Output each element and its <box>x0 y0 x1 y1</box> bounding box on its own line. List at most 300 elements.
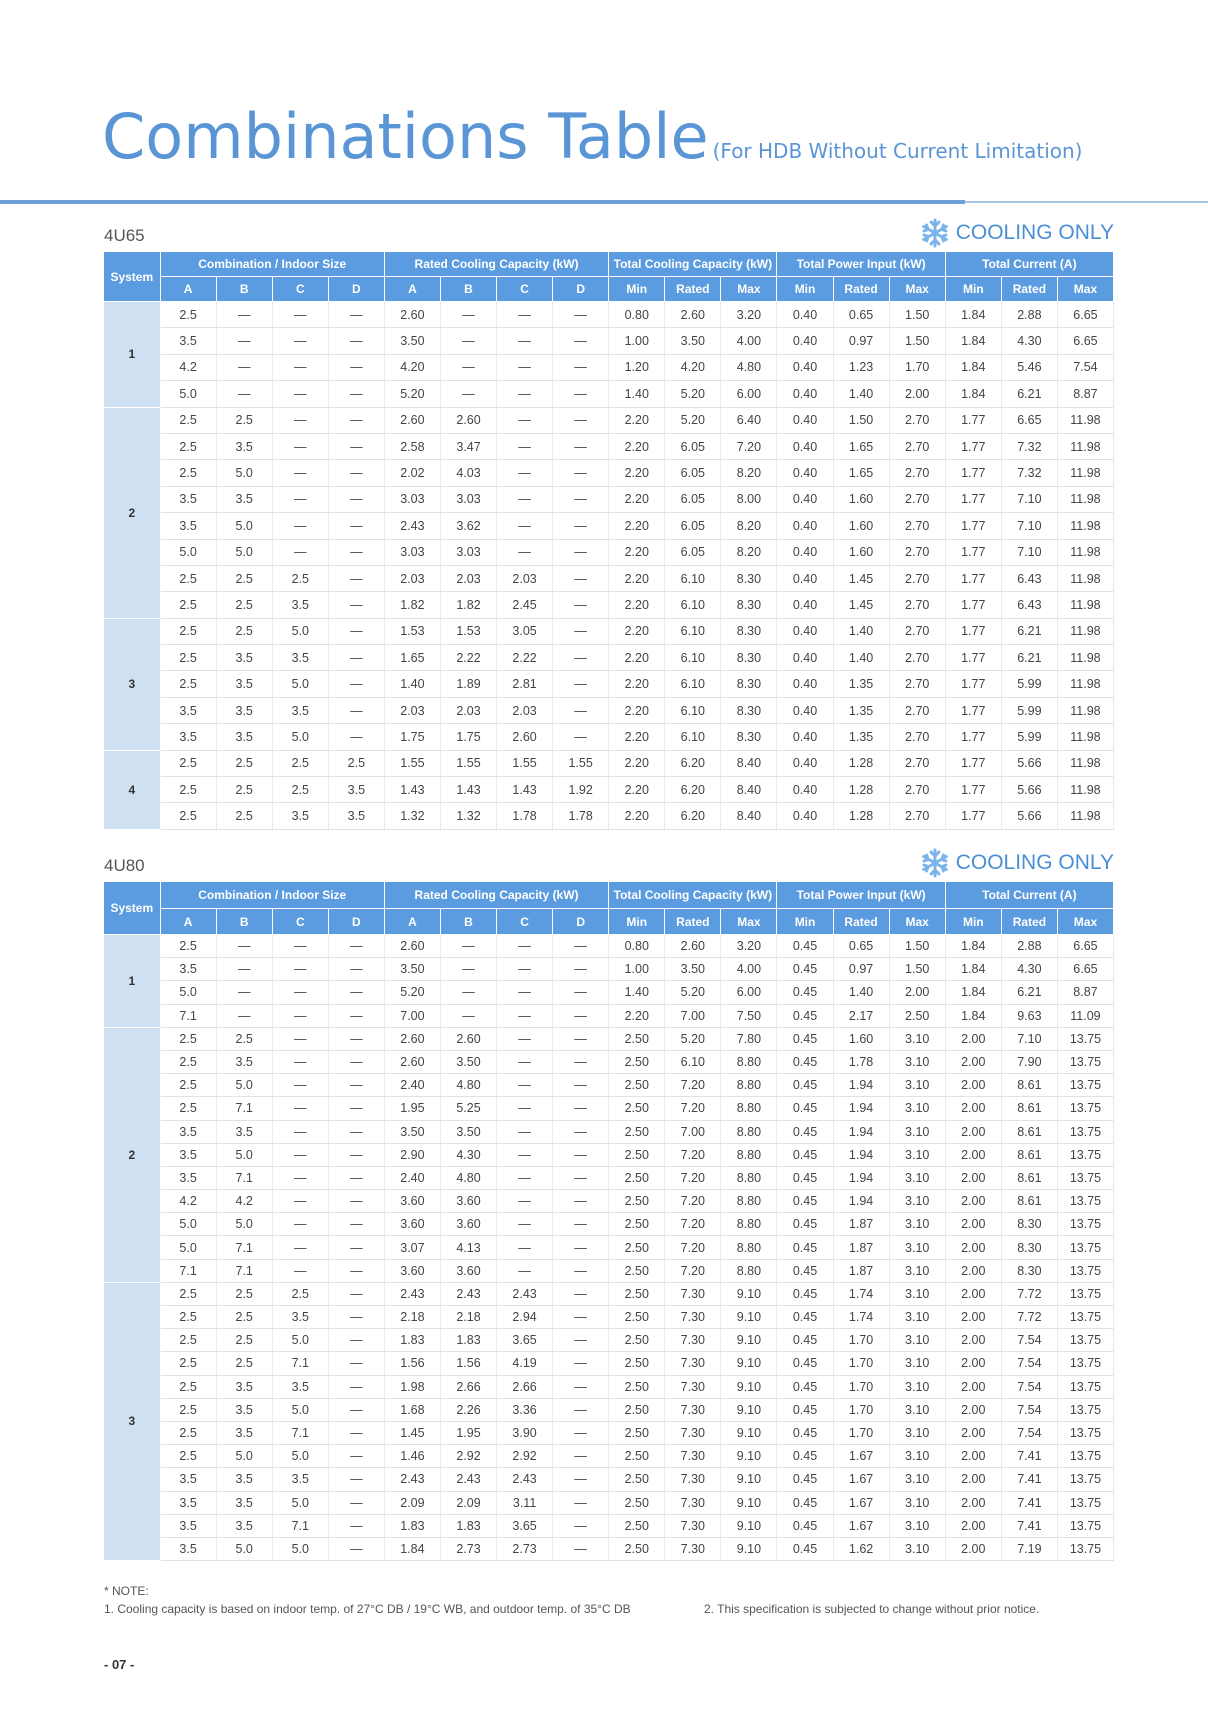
table-cell: 3.5 <box>160 513 216 539</box>
table-cell: 0.45 <box>777 1282 833 1305</box>
table-cell: 2.50 <box>609 1306 665 1329</box>
table-cell: — <box>328 354 384 380</box>
table-cell: 3.10 <box>889 1050 945 1073</box>
table-cell: 8.80 <box>721 1190 777 1213</box>
system-label: 2 <box>104 407 160 618</box>
table-cell: 2.5 <box>160 565 216 591</box>
table-cell: 7.41 <box>1001 1491 1057 1514</box>
table-row <box>104 671 1114 697</box>
table-cell: 3.10 <box>889 1306 945 1329</box>
table-cell: — <box>328 1421 384 1444</box>
system-label: 3 <box>104 618 160 750</box>
table-cell: 6.65 <box>1057 958 1113 981</box>
table-cell: 2.50 <box>609 1491 665 1514</box>
table-cell: 3.10 <box>889 1190 945 1213</box>
table-cell: 6.05 <box>665 486 721 512</box>
table-cell: — <box>553 618 609 644</box>
table-cell: 1.84 <box>945 958 1001 981</box>
notes <box>104 1582 1040 1618</box>
table-cell: 0.40 <box>777 302 833 328</box>
table-cell: — <box>497 302 553 328</box>
table-cell: — <box>553 1120 609 1143</box>
table-cell: 3.5 <box>160 1468 216 1491</box>
table-cell: — <box>272 1236 328 1259</box>
table-row <box>104 1445 1114 1468</box>
table-cell: 4.80 <box>721 354 777 380</box>
table-cell: 13.75 <box>1057 1468 1113 1491</box>
table-cell: 3.20 <box>721 935 777 958</box>
table-cell: 2.00 <box>945 1074 1001 1097</box>
table-cell: 6.00 <box>721 981 777 1004</box>
table-cell: — <box>497 354 553 380</box>
table-cell: 5.99 <box>1001 697 1057 723</box>
table-cell: 5.0 <box>160 381 216 407</box>
table-cell: — <box>328 565 384 591</box>
table-cell: 7.19 <box>1001 1537 1057 1560</box>
table-cell: 6.00 <box>721 381 777 407</box>
table-cell: 11.98 <box>1057 724 1113 750</box>
table-cell: 0.45 <box>777 1445 833 1468</box>
table-cell: 13.75 <box>1057 1097 1113 1120</box>
table-cell: 6.21 <box>1001 381 1057 407</box>
table-cell: 1.35 <box>833 724 889 750</box>
table-row <box>104 1282 1114 1305</box>
table-cell: 9.10 <box>721 1375 777 1398</box>
table-cell: 5.66 <box>1001 750 1057 776</box>
table-cell: 7.20 <box>665 1213 721 1236</box>
table-row <box>104 592 1114 618</box>
table-cell: — <box>553 1398 609 1421</box>
table-cell: — <box>553 407 609 433</box>
table-cell: 0.45 <box>777 1259 833 1282</box>
table-cell: — <box>553 1282 609 1305</box>
table-cell: — <box>497 486 553 512</box>
table-cell: 2.50 <box>609 1213 665 1236</box>
table-cell: 3.5 <box>272 592 328 618</box>
table-cell: 5.20 <box>384 981 440 1004</box>
table-cell: 6.43 <box>1001 565 1057 591</box>
table-cell: 8.40 <box>721 777 777 803</box>
header-subcolumn: Max <box>889 909 945 935</box>
table-cell: 1.70 <box>889 354 945 380</box>
table-cell: 3.5 <box>216 1375 272 1398</box>
table-cell: 1.00 <box>609 958 665 981</box>
table-cell: 7.1 <box>216 1236 272 1259</box>
table-cell: 7.20 <box>665 1143 721 1166</box>
table-cell: 2.43 <box>384 1468 440 1491</box>
table-cell: 2.00 <box>945 1027 1001 1050</box>
table-cell: 7.41 <box>1001 1514 1057 1537</box>
table-cell: 1.77 <box>945 539 1001 565</box>
table-cell: 1.67 <box>833 1491 889 1514</box>
table-cell: 2.50 <box>609 1166 665 1189</box>
table-cell: 2.02 <box>384 460 440 486</box>
table-cell: 4.00 <box>721 328 777 354</box>
table-cell: 3.5 <box>216 1514 272 1537</box>
table-cell: — <box>328 697 384 723</box>
table-cell: 6.40 <box>721 407 777 433</box>
table-cell: 2.88 <box>1001 302 1057 328</box>
table-cell: 1.60 <box>833 513 889 539</box>
table-row <box>104 1143 1114 1166</box>
table-cell: 3.50 <box>384 328 440 354</box>
header-subcolumn: A <box>160 909 216 935</box>
table-cell: — <box>328 1375 384 1398</box>
table-cell: 3.5 <box>216 1398 272 1421</box>
table-cell: 2.70 <box>889 407 945 433</box>
table-row <box>104 407 1114 433</box>
table-cell: 9.10 <box>721 1491 777 1514</box>
header-system: System <box>104 882 160 935</box>
table-cell: 3.50 <box>440 1120 496 1143</box>
table-cell: 8.80 <box>721 1236 777 1259</box>
table-cell: 2.43 <box>440 1468 496 1491</box>
table-cell: 1.45 <box>833 565 889 591</box>
table-cell: — <box>328 958 384 981</box>
table-cell: 2.45 <box>497 592 553 618</box>
table-cell: 1.77 <box>945 433 1001 459</box>
table-cell: 13.75 <box>1057 1120 1113 1143</box>
table-cell: 2.20 <box>609 460 665 486</box>
table-cell: — <box>553 1329 609 1352</box>
table-cell: 2.03 <box>384 697 440 723</box>
table-cell: — <box>272 1213 328 1236</box>
table-cell: — <box>553 1306 609 1329</box>
table-cell: 2.50 <box>889 1004 945 1027</box>
table-cell: 8.61 <box>1001 1074 1057 1097</box>
table-cell: 2.20 <box>609 671 665 697</box>
table-cell: — <box>553 958 609 981</box>
table-cell: 3.5 <box>160 1166 216 1189</box>
table-row <box>104 1004 1114 1027</box>
table-row <box>104 302 1114 328</box>
table-cell: — <box>216 1004 272 1027</box>
table-row <box>104 1074 1114 1097</box>
cooling-only-badge <box>920 848 1114 878</box>
table-cell: 0.40 <box>777 724 833 750</box>
table-cell: 8.80 <box>721 1050 777 1073</box>
table-cell: 1.35 <box>833 671 889 697</box>
table-cell: 3.5 <box>216 671 272 697</box>
header-subcolumn: A <box>384 277 440 302</box>
table-cell: 1.68 <box>384 1398 440 1421</box>
table-row <box>104 1166 1114 1189</box>
table-cell: 3.5 <box>160 1491 216 1514</box>
table-cell: 1.20 <box>609 354 665 380</box>
table-cell: 2.00 <box>889 381 945 407</box>
table-cell: — <box>497 460 553 486</box>
table-cell: — <box>216 981 272 1004</box>
table-cell: 3.5 <box>160 1537 216 1560</box>
table-cell: — <box>328 1445 384 1468</box>
table-cell: — <box>328 724 384 750</box>
table-cell: — <box>553 1213 609 1236</box>
table-row <box>104 1213 1114 1236</box>
table-cell: — <box>272 407 328 433</box>
table-cell: 4.19 <box>497 1352 553 1375</box>
table-cell: 3.5 <box>216 1120 272 1143</box>
model-name: 4U65 <box>104 226 145 245</box>
table-cell: 8.30 <box>721 592 777 618</box>
table-cell: 2.94 <box>497 1306 553 1329</box>
table-cell: 5.0 <box>216 539 272 565</box>
table-cell: 8.20 <box>721 513 777 539</box>
table-cell: 2.20 <box>609 592 665 618</box>
table-cell: 1.84 <box>945 302 1001 328</box>
table-cell: 2.20 <box>609 565 665 591</box>
table-row <box>104 1190 1114 1213</box>
table-cell: 7.10 <box>1001 539 1057 565</box>
table-cell: 4.20 <box>384 354 440 380</box>
table-cell: 8.30 <box>1001 1213 1057 1236</box>
table-cell: 5.20 <box>665 407 721 433</box>
table-cell: 2.00 <box>945 1329 1001 1352</box>
table-cell: 2.18 <box>384 1306 440 1329</box>
table-cell: 2.20 <box>609 1004 665 1027</box>
table-cell: 2.03 <box>497 697 553 723</box>
table-cell: — <box>328 381 384 407</box>
table-cell: — <box>328 513 384 539</box>
table-cell: 1.94 <box>833 1074 889 1097</box>
table-cell: 11.98 <box>1057 513 1113 539</box>
header-subcolumn: Min <box>609 277 665 302</box>
table-cell: 8.30 <box>721 645 777 671</box>
header-subcolumn: B <box>440 277 496 302</box>
table-cell: — <box>553 1375 609 1398</box>
table-cell: — <box>497 433 553 459</box>
table-cell: 2.70 <box>889 565 945 591</box>
header-subcolumn: D <box>553 909 609 935</box>
header-subcolumn: Rated <box>1001 277 1057 302</box>
header-subcolumn: Rated <box>665 277 721 302</box>
table-cell: — <box>497 513 553 539</box>
table-cell: 3.11 <box>497 1491 553 1514</box>
table-cell: 2.70 <box>889 539 945 565</box>
table-cell: 7.20 <box>721 433 777 459</box>
table-cell: 3.5 <box>160 328 216 354</box>
table-cell: 2.50 <box>609 1514 665 1537</box>
table-cell: 1.84 <box>945 935 1001 958</box>
table-row <box>104 1375 1114 1398</box>
table-cell: 3.60 <box>384 1259 440 1282</box>
table-cell: 5.25 <box>440 1097 496 1120</box>
table-cell: 2.60 <box>665 935 721 958</box>
table-cell: 7.50 <box>721 1004 777 1027</box>
table-cell: — <box>272 1143 328 1166</box>
table-cell: 1.98 <box>384 1375 440 1398</box>
table-cell: 3.5 <box>272 803 328 829</box>
table-cell: 8.87 <box>1057 981 1113 1004</box>
table-cell: 3.5 <box>160 1143 216 1166</box>
table-cell: 2.5 <box>216 565 272 591</box>
table-cell: 8.61 <box>1001 1120 1057 1143</box>
table-row <box>104 381 1114 407</box>
table-cell: 2.00 <box>945 1143 1001 1166</box>
header-subcolumn: B <box>216 909 272 935</box>
table-cell: 7.30 <box>665 1514 721 1537</box>
table-cell: 5.99 <box>1001 724 1057 750</box>
table-row <box>104 935 1114 958</box>
table-cell: 2.92 <box>497 1445 553 1468</box>
table-cell: — <box>328 671 384 697</box>
table-cell: 3.10 <box>889 1421 945 1444</box>
table-row <box>104 1537 1114 1560</box>
table-cell: 2.00 <box>945 1421 1001 1444</box>
table-cell: 5.0 <box>272 1398 328 1421</box>
table-cell: 2.5 <box>160 1421 216 1444</box>
table-cell: 1.77 <box>945 486 1001 512</box>
system-label: 2 <box>104 1027 160 1282</box>
header-group: Total Power Input (kW) <box>777 252 945 277</box>
table-cell: 2.50 <box>609 1120 665 1143</box>
table-cell: 2.70 <box>889 618 945 644</box>
table-cell: 0.45 <box>777 958 833 981</box>
table-cell: 3.5 <box>272 697 328 723</box>
table-row <box>104 1352 1114 1375</box>
table-cell: 5.0 <box>272 1491 328 1514</box>
table-cell: 6.10 <box>665 618 721 644</box>
table-cell: 9.10 <box>721 1468 777 1491</box>
table-cell: — <box>272 1259 328 1282</box>
table-cell: 2.5 <box>216 1306 272 1329</box>
table-cell: 2.5 <box>160 1050 216 1073</box>
table-cell: 2.43 <box>497 1468 553 1491</box>
table-cell: 7.54 <box>1001 1329 1057 1352</box>
table-cell: — <box>497 1166 553 1189</box>
table-cell: 2.81 <box>497 671 553 697</box>
table-cell: 1.43 <box>440 777 496 803</box>
table-cell: 3.10 <box>889 1097 945 1120</box>
table-cell: 1.70 <box>833 1329 889 1352</box>
table-cell: 2.00 <box>945 1050 1001 1073</box>
table-cell: 4.80 <box>440 1166 496 1189</box>
table-cell: — <box>216 381 272 407</box>
header-subcolumn: Min <box>945 909 1001 935</box>
table-cell: 8.80 <box>721 1074 777 1097</box>
table-cell: — <box>272 433 328 459</box>
table-cell: — <box>328 460 384 486</box>
table-cell: 1.60 <box>833 1027 889 1050</box>
table-cell: 4.30 <box>1001 958 1057 981</box>
table-cell: 3.5 <box>216 433 272 459</box>
table-cell: 1.40 <box>833 618 889 644</box>
header-subcolumn: D <box>553 277 609 302</box>
table-cell: 9.10 <box>721 1421 777 1444</box>
table-cell: 2.00 <box>945 1537 1001 1560</box>
table-cell: 3.5 <box>272 1375 328 1398</box>
table-cell: 7.54 <box>1001 1375 1057 1398</box>
table-cell: 13.75 <box>1057 1329 1113 1352</box>
table-cell: 2.5 <box>160 1027 216 1050</box>
table-row <box>104 354 1114 380</box>
table-cell: 0.40 <box>777 697 833 723</box>
table-cell: 7.20 <box>665 1236 721 1259</box>
table-cell: 8.61 <box>1001 1143 1057 1166</box>
table-cell: — <box>440 381 496 407</box>
header-subcolumn: C <box>272 909 328 935</box>
table-cell: 2.73 <box>440 1537 496 1560</box>
table-cell: 3.5 <box>216 486 272 512</box>
table-cell: — <box>497 1097 553 1120</box>
table-cell: 8.40 <box>721 750 777 776</box>
table-cell: 1.00 <box>609 328 665 354</box>
table-cell: 2.70 <box>889 513 945 539</box>
table-cell: — <box>272 486 328 512</box>
table-cell: 5.20 <box>665 981 721 1004</box>
table-cell: — <box>497 1004 553 1027</box>
table-cell: 1.75 <box>384 724 440 750</box>
table-cell: — <box>553 354 609 380</box>
table-cell: 2.09 <box>440 1491 496 1514</box>
table-cell: 6.05 <box>665 433 721 459</box>
table-cell: — <box>497 1259 553 1282</box>
table-cell: 2.22 <box>440 645 496 671</box>
table-cell: 2.5 <box>160 1306 216 1329</box>
table-row <box>104 697 1114 723</box>
table-cell: 2.5 <box>216 750 272 776</box>
table-cell: 9.10 <box>721 1398 777 1421</box>
table-cell: — <box>553 671 609 697</box>
table-cell: 8.61 <box>1001 1190 1057 1213</box>
table-cell: 1.45 <box>384 1421 440 1444</box>
table-cell: 2.50 <box>609 1097 665 1120</box>
table-cell: 3.10 <box>889 1491 945 1514</box>
table-cell: 8.80 <box>721 1213 777 1236</box>
table-cell: 2.50 <box>609 1421 665 1444</box>
table-row <box>104 1259 1114 1282</box>
table-cell: 3.10 <box>889 1282 945 1305</box>
table-cell: — <box>272 328 328 354</box>
table-cell: 11.98 <box>1057 777 1113 803</box>
table-cell: 1.50 <box>889 958 945 981</box>
system-label: 4 <box>104 750 160 829</box>
table-cell: — <box>553 1445 609 1468</box>
table-cell: 0.80 <box>609 302 665 328</box>
table-row <box>104 1236 1114 1259</box>
table-cell: 3.10 <box>889 1537 945 1560</box>
table-cell: 2.17 <box>833 1004 889 1027</box>
table-cell: 7.30 <box>665 1375 721 1398</box>
table-cell: — <box>553 1468 609 1491</box>
table-cell: 0.45 <box>777 1236 833 1259</box>
table-cell: 7.30 <box>665 1282 721 1305</box>
table-cell: 2.03 <box>384 565 440 591</box>
table-cell: 2.20 <box>609 645 665 671</box>
table-cell: 7.00 <box>665 1004 721 1027</box>
table-cell: 7.20 <box>665 1166 721 1189</box>
table-cell: 2.5 <box>160 1282 216 1305</box>
table-cell: 11.98 <box>1057 645 1113 671</box>
table-cell: 3.5 <box>160 486 216 512</box>
table-cell: 2.73 <box>497 1537 553 1560</box>
table-row <box>104 1027 1114 1050</box>
table-cell: 0.40 <box>777 328 833 354</box>
table-cell: 13.75 <box>1057 1236 1113 1259</box>
table-cell: 2.60 <box>384 407 440 433</box>
table-cell: 3.50 <box>384 1120 440 1143</box>
table-cell: 1.87 <box>833 1236 889 1259</box>
table-cell: 6.65 <box>1057 302 1113 328</box>
table-cell: 11.98 <box>1057 750 1113 776</box>
table-cell: 2.5 <box>216 618 272 644</box>
table-cell: 2.70 <box>889 803 945 829</box>
table-cell: — <box>328 935 384 958</box>
table-cell: 13.75 <box>1057 1190 1113 1213</box>
table-cell: 2.50 <box>609 1352 665 1375</box>
header-subcolumn: Max <box>721 277 777 302</box>
table-cell: 1.89 <box>440 671 496 697</box>
table-cell: 3.10 <box>889 1143 945 1166</box>
